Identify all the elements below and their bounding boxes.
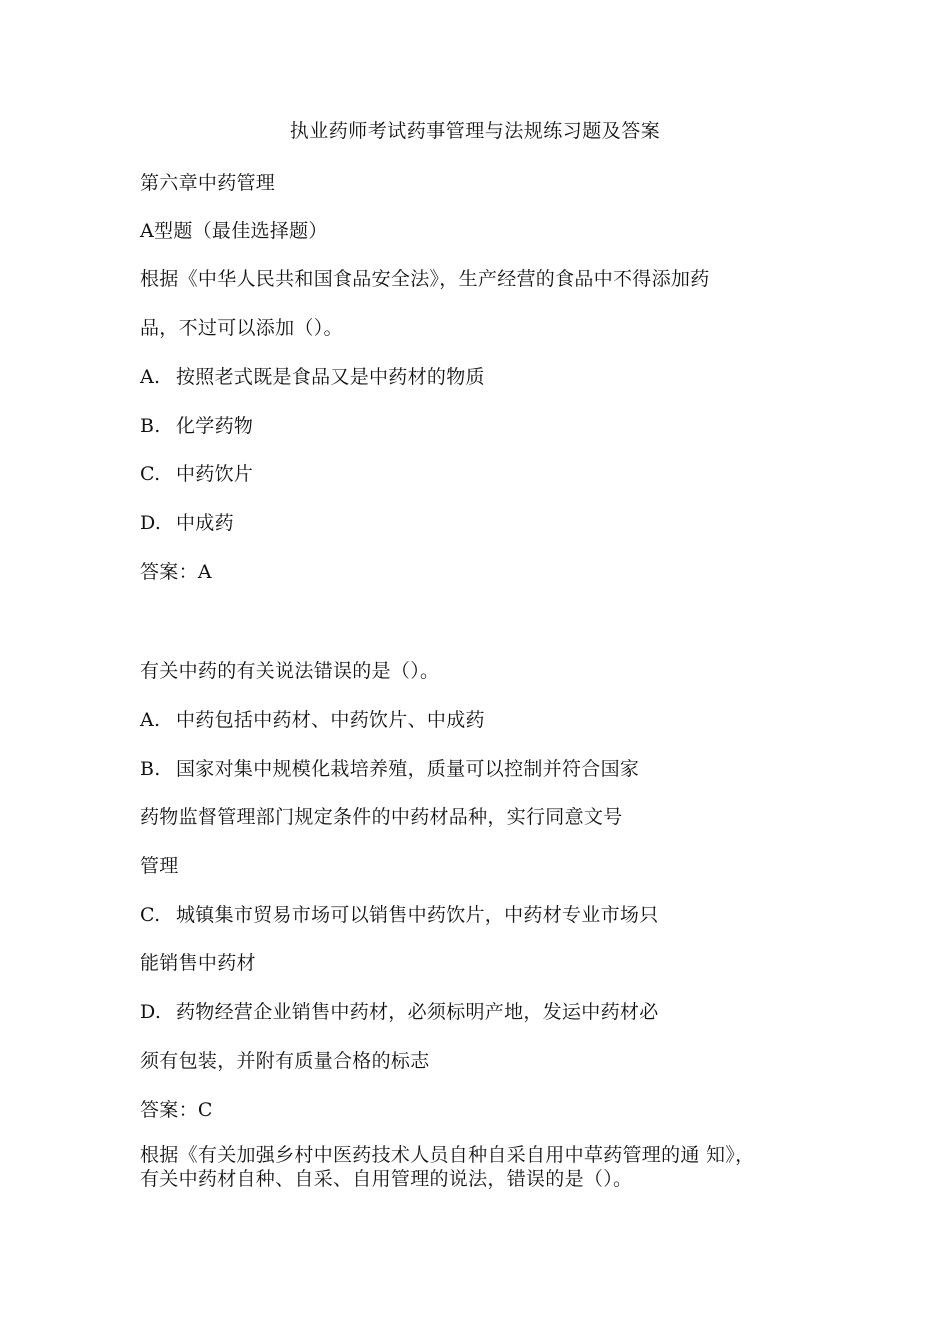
option-text: 按照老式既是食品又是中药材的物质 <box>176 366 485 388</box>
option-letter: C. <box>140 463 161 485</box>
option-text: 中药饮片 <box>176 463 254 485</box>
question-2-option-b-continuation-1: 药物监督管理部门规定条件的中药材品种，实行同意文号 <box>140 806 623 828</box>
option-text: 国家对集中规模化栽培养殖，质量可以控制并符合国家 <box>176 758 640 780</box>
option-letter: D. <box>140 1001 162 1023</box>
option-text: 化学药物 <box>176 415 254 437</box>
question-1-option-a <box>140 362 485 389</box>
document-title: 执业药师考试药事管理与法规练习题及答案 <box>289 120 661 142</box>
option-letter: B. <box>140 415 161 437</box>
question-3-stem-line-2: 有关中药材自种、自采、自用管理的说法，错误的是（）。 <box>140 1168 633 1190</box>
question-2-stem-line-1: 有关中药的有关说法错误的是（）。 <box>140 660 440 682</box>
option-text: 药物经营企业销售中药材，必须标明产地，发运中药材必 <box>176 1001 659 1023</box>
question-2-answer: 答案：C <box>140 1099 213 1121</box>
option-letter: A. <box>140 709 161 731</box>
option-letter: B. <box>140 758 161 780</box>
question-1-stem-line-1: 根据《中华人民共和国食品安全法》，生产经营的食品中不得添加药 <box>140 268 710 290</box>
question-2-option-c-continuation-1: 能销售中药材 <box>140 952 256 974</box>
question-1-option-c <box>140 459 253 486</box>
option-letter: C. <box>140 904 161 926</box>
question-1-option-b <box>140 411 253 438</box>
question-1-option-d <box>140 508 234 535</box>
question-2-option-d <box>140 997 659 1024</box>
question-2-option-d-continuation-1: 须有包装，并附有质量合格的标志 <box>140 1050 430 1072</box>
chapter-heading: 第六章中药管理 <box>140 172 276 194</box>
question-1-stem-line-2: 品，不过可以添加（）。 <box>140 317 343 339</box>
question-1-answer: 答案：A <box>140 561 212 583</box>
option-letter: D. <box>140 512 162 534</box>
option-letter: A. <box>140 366 161 388</box>
question-2-option-b <box>140 754 639 781</box>
question-2-option-b-continuation-2: 管理 <box>140 855 179 877</box>
section-heading: A型题（最佳选择题） <box>140 220 328 242</box>
option-text: 城镇集市贸易市场可以销售中药饮片，中药材专业市场只 <box>176 904 659 926</box>
option-text: 中药包括中药材、中药饮片、中成药 <box>176 709 485 731</box>
question-2-option-a <box>140 705 485 732</box>
question-2-option-c <box>140 900 659 927</box>
question-3-stem-line-1: 根据《有关加强乡村中医药技术人员自种自采自用中草药管理的通 知》， <box>140 1144 755 1166</box>
option-text: 中成药 <box>176 512 234 534</box>
